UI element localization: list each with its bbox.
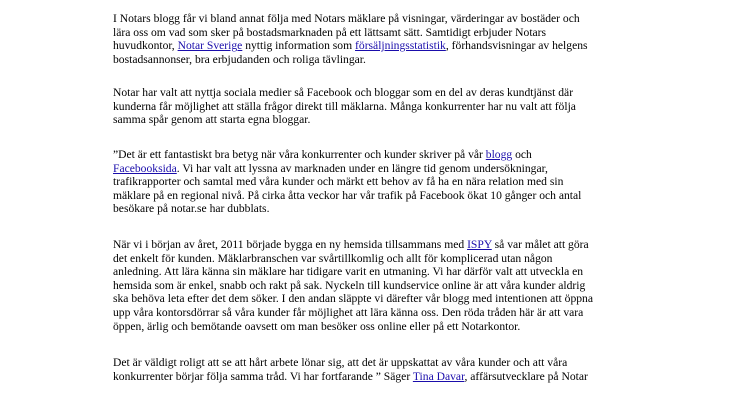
- paragraph-quote-feedback: [113, 148, 643, 216]
- text-line: [113, 189, 643, 203]
- text-segment: besökare på notar.se har dubblats.: [113, 202, 270, 216]
- text-segment: huvudkontor,: [113, 39, 178, 53]
- text-segment: ”Det är ett fantastiskt bra betyg när våra konkurrenter och kunder skriver på vår: [113, 148, 486, 161]
- text-segment: det enkelt för kunden. Mäklarbranschen var svårtillkomlig och allt för komplicerad utan någon: [113, 251, 553, 265]
- text-segment: konkurrenter börjar följa samma tråd. Vi har fortfarande ” Säger: [113, 369, 413, 383]
- text-segment: kunderna får möjlighet att ställa frågor direkt till mäklarna. Många konkurrenter har nu valt att följa: [113, 99, 576, 113]
- text-segment: och: [512, 148, 532, 161]
- text-line: [113, 238, 643, 252]
- text-line: [113, 100, 643, 114]
- paragraph-blog-intro: [113, 12, 643, 66]
- text-line: [113, 292, 643, 306]
- paragraph-closing-quote: [113, 356, 643, 383]
- text-segment: Det är väldigt roligt att se att hårt arbete lönar sig, att det är uppskattat av våra kunder och att våra: [113, 356, 568, 369]
- text-line: [113, 86, 643, 100]
- text-segment: . Vi har valt att lyssna av marknaden under en längre tid genom undersökningar,: [176, 161, 548, 175]
- text-segment: I Notars blogg får vi bland annat följa med Notars mäklare på visningar, värderingar av bostäder och: [113, 12, 580, 25]
- text-segment: När vi i början av året, 2011 började bygga en ny hemsida tillsammans med: [113, 238, 468, 251]
- text-segment: hemsida som är enkel, snabb och rakt på sak. Nyckeln till kundservice online är att våra kunder aldrig: [113, 278, 586, 292]
- text-line: [113, 202, 643, 216]
- text-segment: lära oss om vad som sker på bostadsmarknaden på ett lättsamt sätt. Samtidigt erbjuder Notars: [113, 25, 547, 39]
- text-segment: samma spår genom att starta egna bloggar.: [113, 113, 311, 127]
- text-segment: mäklare på en regional nivå. På cirka åtta veckor har vår trafik på Facebook ökat 10 gånger och antal: [113, 188, 582, 202]
- text-line: [113, 26, 643, 40]
- text-segment: så var målet att göra: [491, 238, 589, 251]
- text-line: [113, 306, 643, 320]
- text-line: [113, 53, 643, 67]
- text-line: [113, 162, 643, 176]
- text-segment: nyttig information som: [242, 39, 356, 53]
- text-line: [113, 148, 643, 162]
- text-line: [113, 175, 643, 189]
- text-line: [113, 113, 643, 127]
- text-line: [113, 356, 643, 370]
- inline-link[interactable]: Tina Davar: [412, 369, 465, 383]
- paragraph-new-website: [113, 238, 643, 333]
- inline-link[interactable]: ISPY: [467, 238, 492, 251]
- inline-link[interactable]: Facebooksida: [113, 161, 177, 175]
- text-segment: anledning. Att lära känna sin mäklare har tidigare varit en utmaning. Vi har därför valt att utveckla en: [113, 265, 584, 279]
- text-line: [113, 252, 643, 266]
- text-segment: upp våra kontorsdörrar så våra kunder får möjlighet att lära känna oss. Den röda tråden här är att vara: [113, 305, 584, 319]
- text-segment: bostadsannonser, bra erbjudanden och roliga tävlingar.: [113, 52, 366, 66]
- inline-link[interactable]: blogg: [485, 148, 513, 161]
- text-segment: Notar har valt att nyttja sociala medier så Facebook och bloggar som en del av deras kundtjänst där: [113, 86, 574, 99]
- text-line: [113, 279, 643, 293]
- text-line: [113, 12, 643, 26]
- paragraph-social-media: [113, 86, 643, 127]
- text-line: [113, 39, 643, 53]
- text-line: [113, 320, 643, 334]
- text-line: [113, 370, 643, 384]
- inline-link[interactable]: försäljningsstatistik: [355, 39, 446, 53]
- text-segment: , förhandsvisningar av helgens: [445, 39, 588, 53]
- text-segment: öppen, ärlig och bemötande oavsett om man besöker oss online eller på ett Notarkontor.: [113, 319, 521, 333]
- text-line: [113, 265, 643, 279]
- inline-link[interactable]: Notar Sverige: [177, 39, 243, 53]
- text-segment: , affärsutvecklare på Notar: [464, 369, 588, 383]
- text-segment: ska behöva leta efter det dem söker. I den andan släppte vi därefter vår blogg med intentionen att öppna: [113, 292, 594, 306]
- text-segment: trafikrapporter och samtal med våra kunder och märkt ett behov av få ha en nära relation med sin: [113, 175, 564, 189]
